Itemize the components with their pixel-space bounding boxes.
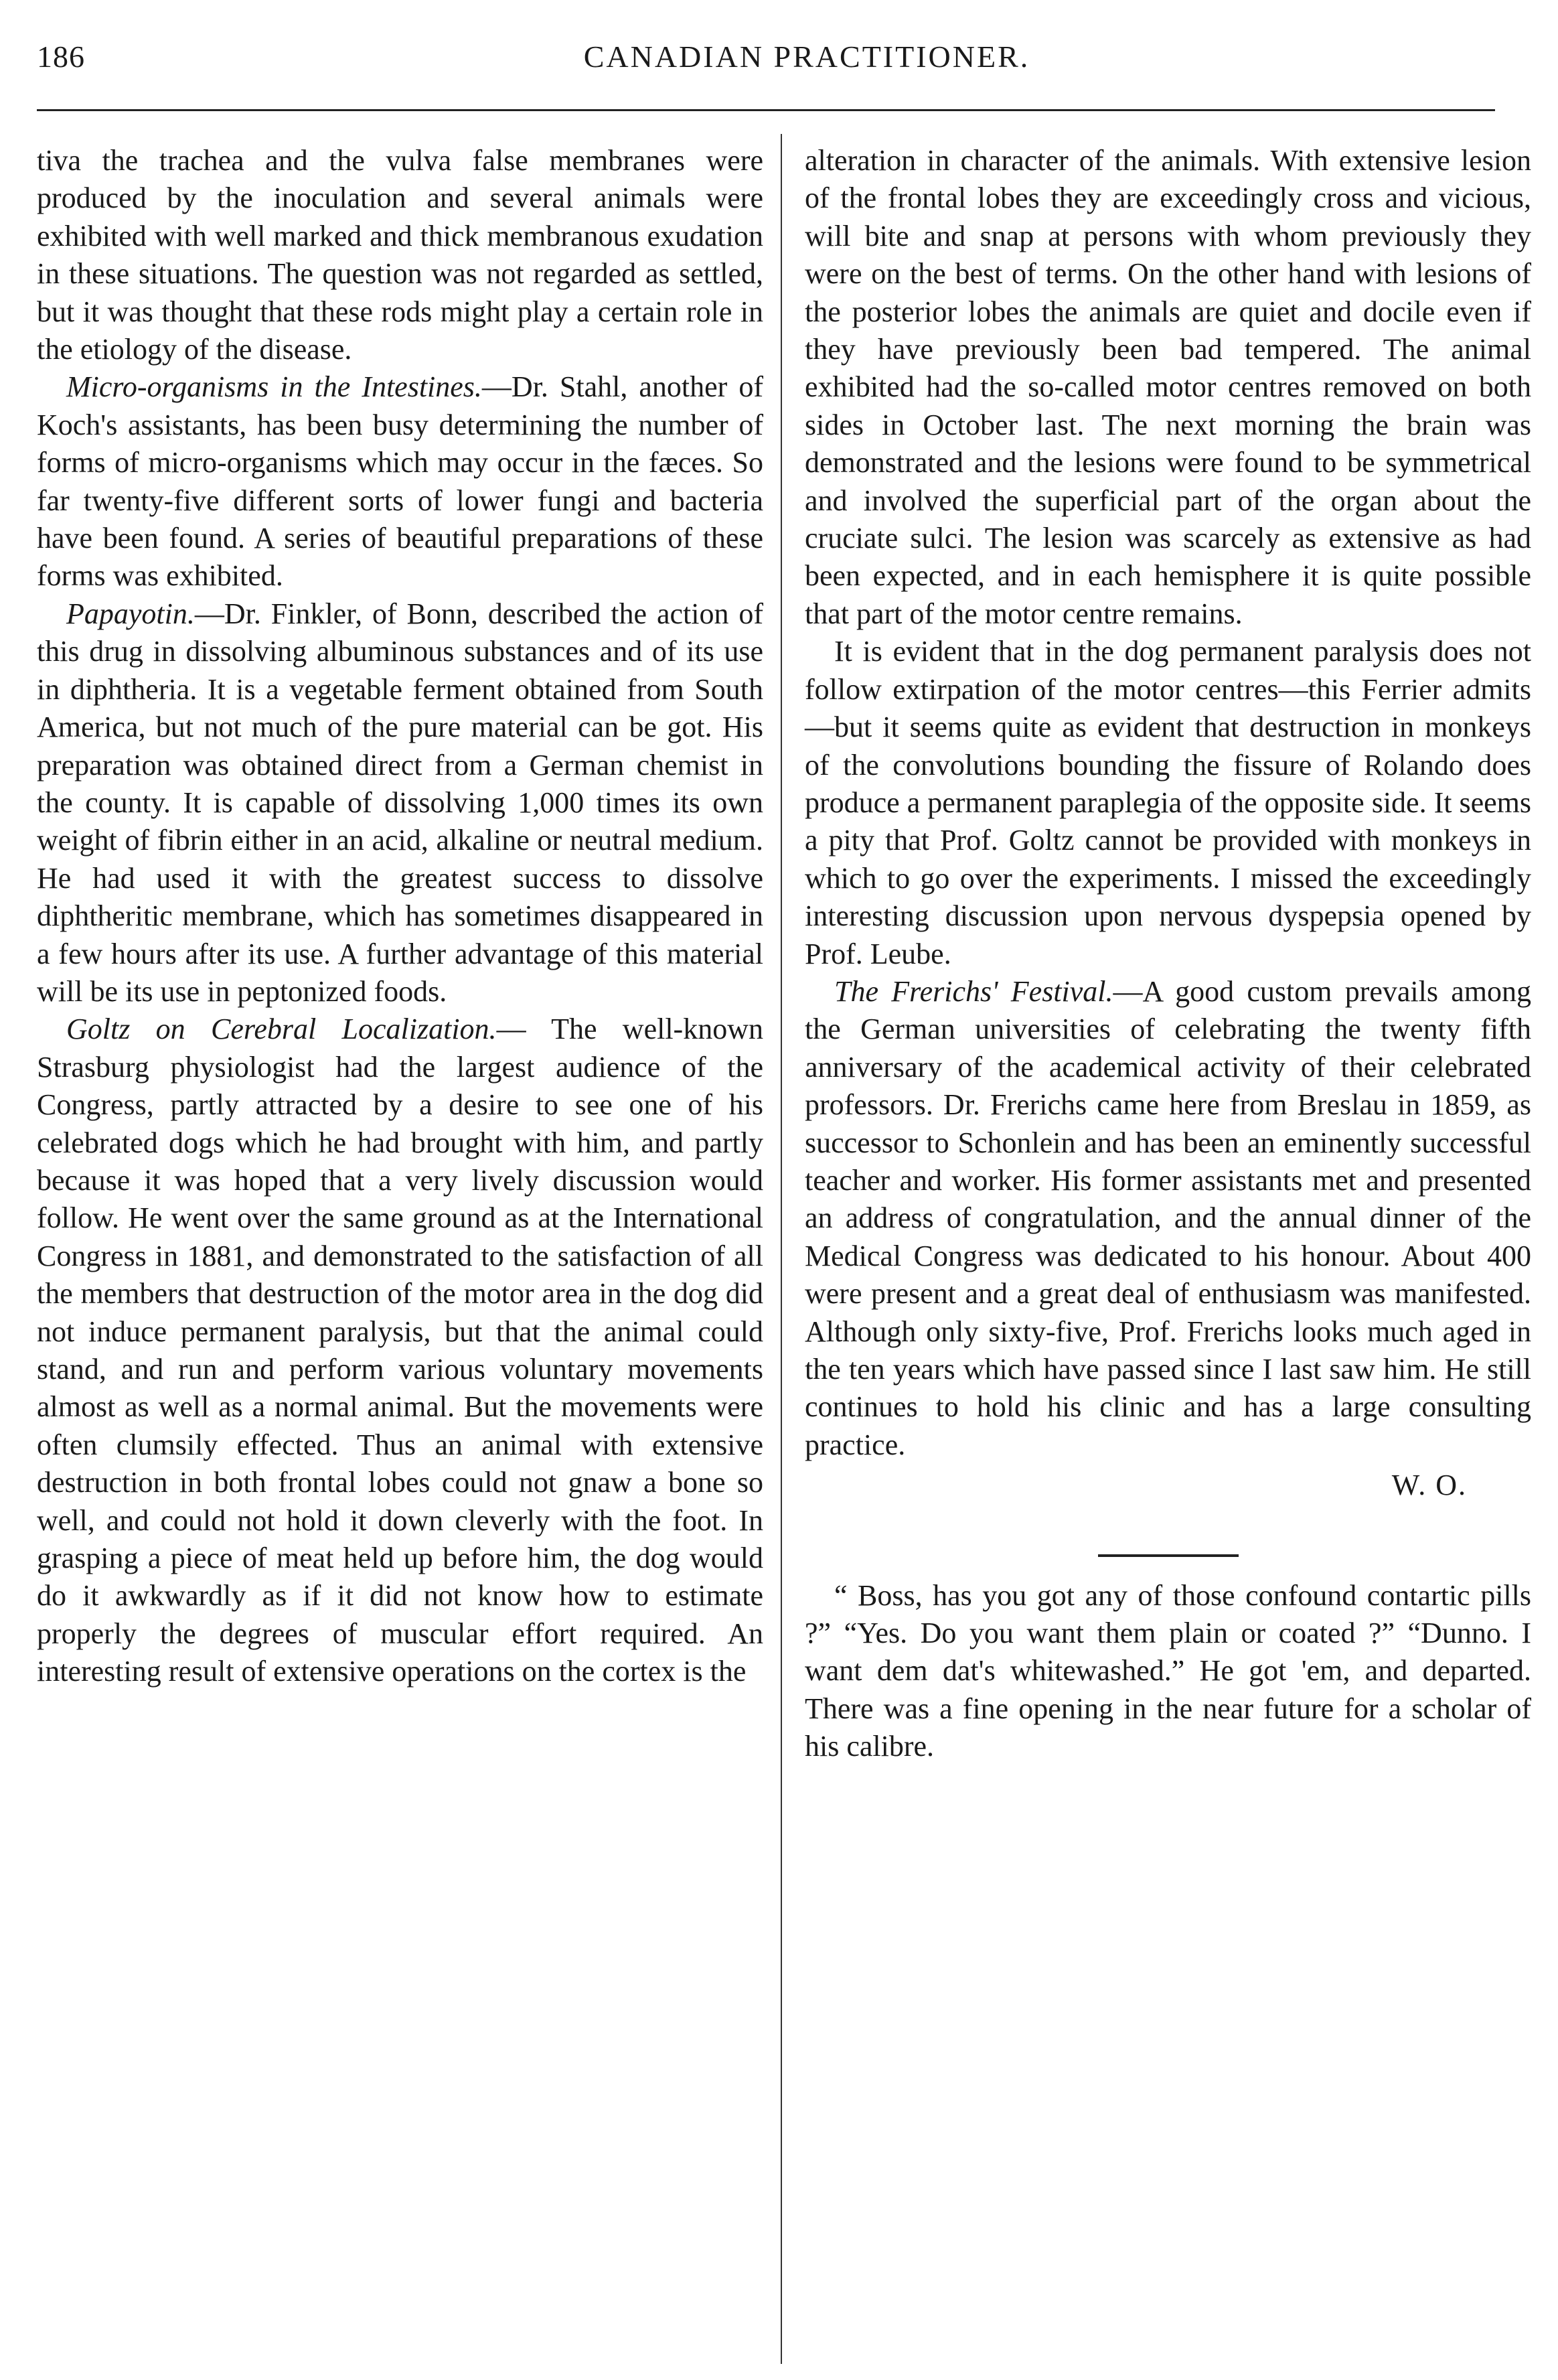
- page-number: 186: [37, 40, 85, 74]
- column-divider: [781, 134, 782, 2364]
- paragraph-frerichs-festival: [805, 973, 1531, 1464]
- section-heading: Papayotin.: [66, 597, 195, 630]
- section-rule: [1098, 1554, 1239, 1557]
- section-heading: The Frerichs' Festival.: [834, 974, 1113, 1008]
- paragraph-micro-organisms: [37, 368, 763, 595]
- paragraph-anecdote: “ Boss, has you got any of those confound contartic pills ?” “Yes. Do you want them plain or coated ?” “Dunno. I want dem dat's whitewashed.” He got 'em, and departed. There was a fine opening in the near future for a scholar of his calibre.: [805, 1578, 1531, 1763]
- left-column: [37, 142, 763, 1691]
- author-signature: W. O.: [1391, 1469, 1467, 1502]
- paragraph-body: — The well-known Strasburg physiologist had the largest audience of the Congress, partly attracted by a desire to see one of his celebrated dogs which he had brought with him, and partly because it was hoped that a very lively discussion would follow. He went over the same ground as at the International Congress in 1881, and demonstrated to the satisfaction of all the members that destruction of the motor area in the dog did not induce permanent paralysis, but that the animal could stand, and run and perform various voluntary movements almost as well as a normal animal. But the movements were often clumsily effected. Thus an animal with extensive destruction in both frontal lobes could not gnaw a bone so well, and could not hold it down cleverly with the foot. In grasping a piece of meat held up before him, the dog would do it awkwardly as if it did not know how to estimate properly the degrees of muscular effort required. An interesting result of extensive operations on the cortex is the: [37, 1013, 763, 1688]
- running-title: CANADIAN PRACTITIONER.: [583, 40, 1030, 74]
- paragraph: tiva the trachea and the vulva false membranes were produced by the inoculation and several animals were exhibited with well marked and thick membranous exudation in these situations. The question was not regarded as settled, but it was thought that these rods might play a certain role in the etiology of the disease.: [37, 144, 763, 366]
- section-heading: Micro-organisms in the Intestines.: [66, 370, 482, 404]
- paragraph-goltz: [37, 1011, 763, 1690]
- paragraph: alteration in character of the animals. With extensive lesion of the frontal lobes they are exceedingly cross and vicious, will bite and snap at persons with whom previously they were on the best of terms. On the other hand with lesions of the posterior lobes the animals are quiet and docile even if they have previously been bad tempered. The animal exhibited had the so-called motor centres removed on both sides in October last. The next morning the brain was demonstrated and the lesions were found to be symmetrical and involved the superficial part of the organ about the cruciate sulci. The lesion was scarcely as extensive as had been expected, and in each hemisphere it is quite possible that part of the motor centre remains.: [805, 144, 1531, 630]
- page-header: [37, 20, 1495, 100]
- paragraph-body: —Dr. Finkler, of Bonn, described the action of this drug in dissolving albuminous substances and of its use in diphtheria. It is a vegetable ferment obtained from South America, but not much of the pure material can be got. His preparation was obtained direct from a German chemist in the county. It is capable of dissolving 1,000 times its own weight of fibrin either in an acid, alkaline or neutral medium. He had used it with the greatest success to dissolve diphtheritic membrane, which has sometimes disappeared in a few hours after its use. A further advantage of this material will be its use in peptonized foods.: [37, 597, 763, 1008]
- paragraph-papayotin: [37, 595, 763, 1011]
- paragraph-body: —Dr. Stahl, another of Koch's assistants, has been busy determining the number of forms of micro-organisms which may occur in the fæces. So far twenty-five different sorts of lower fungi and bacteria have been found. A series of beautiful preparations of these forms was exhibited.: [37, 370, 763, 593]
- paragraph-body: —A good custom prevails among the German universities of celebrating the twenty fifth anniversary of the academical activity of their celebrated professors. Dr. Frerichs came here from Breslau in 1859, as successor to Schonlein and has been an eminently successful teacher and worker. His former assistants met and presented an address of congratulation, and the annual dinner of the Medical Congress was dedicated to his honour. About 400 were present and a great deal of enthusiasm was manifested. Although only sixty-five, Prof. Frerichs looks much aged in the ten years which have passed since I last saw him. He still continues to hold his clinic and has a large consulting practice.: [805, 974, 1531, 1461]
- right-column: [805, 142, 1531, 1766]
- section-heading: Goltz on Cerebral Localization.: [66, 1013, 497, 1046]
- paragraph: It is evident that in the dog permanent paralysis does not follow extirpation of the motor centres—this Ferrier admits—but it seems quite as evident that destruction in monkeys of the convolutions bounding the fissure of Rolando does produce a permanent paraplegia of the opposite side. It seems a pity that Prof. Goltz cannot be provided with monkeys in which to go over the experiments. I missed the exceedingly interesting discussion upon nervous dyspepsia opened by Prof. Leube.: [805, 635, 1531, 970]
- header-rule: [37, 109, 1495, 111]
